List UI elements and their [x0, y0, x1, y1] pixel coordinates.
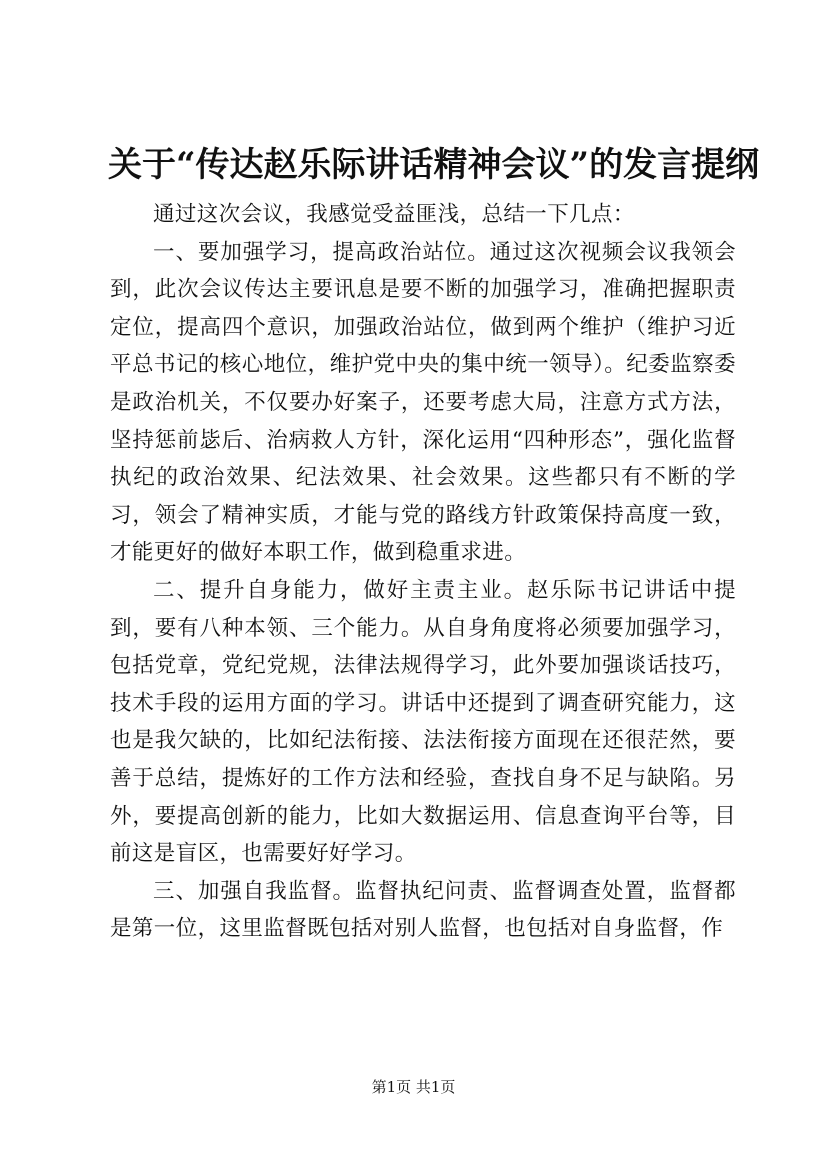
- paragraph-point-two: 二、提升自身能力，做好主责主业。赵乐际书记讲话中提到，要有八种本领、三个能力。从自身角度将必须要加强学习，包括党章，党纪党规，法律法规得学习，此外要加强谈话技巧，技术手段的运用方面的学习。讲话中还提到了调查研究能力，这也是我欠缺的，比如纪法衔接、法法衔接方面现在还很茫然，要善于总结，提炼好的工作方法和经验，查找自身不足与缺陷。另外，要提高创新的能力，比如大数据运用、信息查询平台等，目前这是盲区，也需要好好学习。: [110, 577, 736, 867]
- paragraph-point-one: 一、要加强学习，提高政治站位。通过这次视频会议我领会到，此次会议传达主要讯息是要不断的加强学习，准确把握职责定位，提高四个意识，加强政治站位，做到两个维护（维护习近平总书记的核心地位，维护党中央的集中统一领导）。纪委监察委是政治机关，不仅要办好案子，还要考虑大局，注意方式方法，坚持惩前毖后、治病救人方针，深化运用“四种形态”，强化监督执纪的政治效果、纪法效果、社会效果。这些都只有不断的学习，领会了精神实质，才能与党的路线方针政策保持高度一致，才能更好的做好本职工作，做到稳重求进。: [110, 239, 736, 566]
- document-title: 关于“传达赵乐际讲话精神会议”的发言提纲: [108, 145, 760, 185]
- paragraph-intro: 通过这次会议，我感觉受益匪浅，总结一下几点：: [153, 202, 635, 227]
- document-body: [110, 196, 736, 948]
- page-footer: 第1页 共1页: [371, 1078, 456, 1096]
- paragraph-point-three: 三、加强自我监督。监督执纪问责、监督调查处置，监督都是第一位，这里监督既包括对别人监督，也包括对自身监督，作: [110, 878, 736, 942]
